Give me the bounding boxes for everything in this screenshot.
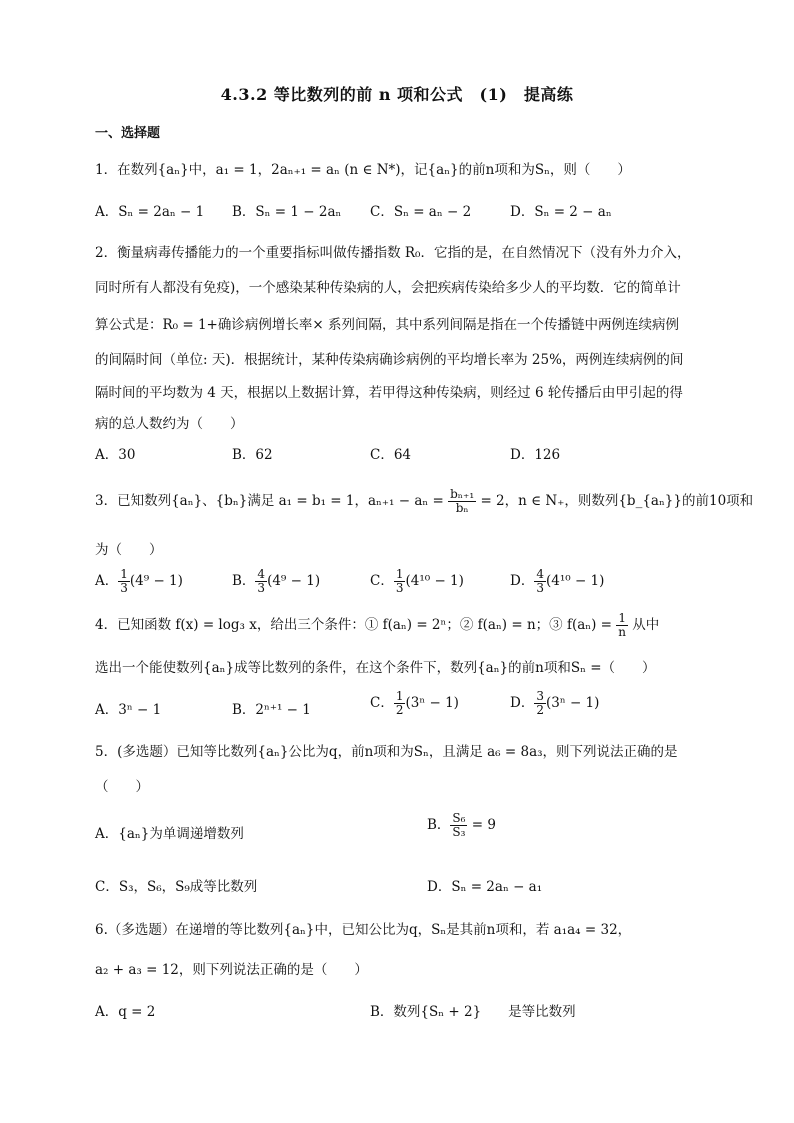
question-3-option-c — [370, 568, 464, 595]
question-5-stem-line-2: （ ） — [95, 779, 149, 795]
option-expression: (4⁹ − 1) — [129, 573, 183, 589]
question-2-line: 算公式是：R₀ = 1+确诊病例增长率× 系列间隔，其中系列间隔是指在一个传播链中两例连续病例 — [95, 317, 679, 333]
option-expression: (4¹⁰ − 1) — [405, 573, 464, 589]
question-5-option-d: D．Sₙ = 2aₙ − a₁ — [427, 879, 543, 895]
question-3-option-b — [232, 568, 320, 595]
option-expression: (3ⁿ − 1) — [545, 695, 600, 711]
fraction-numerator: bₙ₊₁ — [450, 487, 475, 501]
question-4-stem-end: 从中 — [632, 617, 660, 633]
fraction-numerator: 3 — [536, 689, 544, 703]
option-label: B． — [232, 702, 256, 718]
question-2-line: 2．衡量病毒传播能力的一个重要指标叫做传播指数 R₀．它指的是，在自然情况下（没有外力介入， — [95, 245, 691, 261]
question-3-stem-start: 3．已知数列{aₙ}、{bₙ}满足 a₁ = b₁ = 1，aₙ₊₁ − aₙ = — [95, 493, 444, 509]
fraction-numerator: 1 — [395, 689, 404, 703]
section-heading: 一、选择题 — [95, 126, 161, 141]
fraction-denominator: S₃ — [452, 825, 466, 839]
question-2-line: 隔时间的平均数为 4 天，根据以上数据计算，若甲得这种传染病，则经过 6 轮传播后由甲引起的得 — [95, 385, 683, 401]
question-6-stem-line-2: a₂ + a₃ = 12，则下列说法正确的是（ ） — [95, 962, 368, 978]
fraction-numerator: 1 — [120, 567, 128, 581]
question-2-line: 同时所有人都没有免疫)，一个感染某种传染病的人，会把疾病传染给多少人的平均数．它的简单计 — [95, 280, 681, 296]
fraction-numerator: 4 — [257, 567, 266, 581]
option-expression: (3ⁿ − 1) — [405, 695, 459, 711]
question-4-option-c — [370, 690, 459, 717]
option-label: A． — [95, 573, 119, 589]
option-label: B． — [232, 573, 256, 589]
page-title: 4.3.2 等比数列的前 n 项和公式 (1) 提高练 — [220, 85, 574, 104]
question-3-option-d — [510, 568, 604, 595]
fraction-denominator: 3 — [120, 581, 128, 595]
option-fraction — [394, 568, 406, 595]
question-4-option-a — [95, 698, 161, 718]
option-expression: 2ⁿ⁺¹ − 1 — [255, 702, 311, 718]
option-expression: (4⁹ − 1) — [267, 573, 321, 589]
question-3-stem — [95, 488, 753, 515]
fraction-denominator: 3 — [395, 581, 404, 595]
option-label: C． — [370, 695, 394, 711]
fraction-denominator: 2 — [536, 703, 544, 717]
question-2-option-d: D．126 — [510, 447, 561, 463]
question-3-stem-end: = 2，n ∈ N₊，则数列{b_{aₙ}}的前10项和 — [480, 493, 754, 509]
question-1-stem: 1．在数列{aₙ}中，a₁ = 1，2aₙ₊₁ = aₙ (n ∈ N*)，记{aₙ}的前n项和为Sₙ，则（ ） — [95, 162, 631, 178]
question-1-option-b: B．Sₙ = 1 − 2aₙ — [232, 204, 342, 220]
fraction-numerator: S₆ — [452, 811, 466, 825]
fraction-numerator: 4 — [536, 567, 544, 581]
option-fraction — [394, 690, 406, 717]
question-2-option-c: C．64 — [370, 447, 412, 463]
question-4-fraction — [616, 612, 628, 639]
fraction-denominator: n — [618, 625, 626, 639]
question-1-option-c: C．Sₙ = aₙ − 2 — [370, 204, 472, 220]
fraction-denominator: bₙ — [455, 501, 469, 515]
question-2-line: 的间隔时间（单位: 天)．根据统计，某种传染病确诊病例的平均增长率为 25%，两例连续病例的间 — [95, 352, 684, 368]
option-fraction — [255, 568, 267, 595]
option-label: D． — [510, 573, 535, 589]
question-1-option-a: A．Sₙ = 2aₙ − 1 — [95, 204, 205, 220]
question-5-option-b — [427, 812, 496, 839]
option-fraction — [450, 812, 467, 839]
question-1-option-d: D．Sₙ = 2 − aₙ — [510, 204, 612, 220]
question-6-option-a: A．q = 2 — [95, 1004, 156, 1020]
question-4-stem-line-2: 选出一个能使数列{aₙ}成等比数列的条件，在这个条件下，数列{aₙ}的前n项和Sₙ =（ ） — [95, 660, 656, 676]
question-3-option-a — [95, 568, 183, 595]
question-4-option-b — [232, 698, 311, 718]
question-3-fraction — [448, 488, 476, 515]
fraction-denominator: 2 — [395, 703, 404, 717]
question-3-stem-line-2: 为（ ） — [95, 542, 163, 558]
question-2-line: 病的总人数约为（ ） — [95, 416, 244, 432]
question-5-option-c: C．S₃，S₆，S₉成等比数列 — [95, 879, 258, 895]
option-label: A． — [95, 702, 119, 718]
question-4-option-d — [510, 690, 599, 717]
question-4-stem — [95, 612, 659, 639]
option-fraction — [534, 568, 546, 595]
option-label: C． — [370, 573, 394, 589]
fraction-denominator: 3 — [536, 581, 544, 595]
option-fraction — [534, 690, 546, 717]
question-6-stem: 6.（多选题）在递增的等比数列{aₙ}中，已知公比为q，Sₙ是其前n项和，若 a₁a₄ = 32， — [95, 922, 632, 938]
option-label: B． — [427, 817, 451, 833]
question-2-option-a: A．30 — [95, 447, 136, 463]
question-2-option-b: B．62 — [232, 447, 273, 463]
question-5-stem: 5．(多选题）已知等比数列{aₙ}公比为q，前n项和为Sₙ，且满足 a₆ = 8a₃，则下列说法正确的是 — [95, 744, 678, 760]
question-5-option-a: A．{aₙ}为单调递增数列 — [95, 826, 244, 842]
option-expression: (4¹⁰ − 1) — [545, 573, 605, 589]
option-fraction — [118, 568, 130, 595]
fraction-numerator: 1 — [395, 567, 404, 581]
question-6-option-b: B．数列{Sₙ + 2} 是等比数列 — [370, 1004, 576, 1020]
option-label: D． — [510, 695, 535, 711]
option-expression: = 9 — [471, 817, 496, 833]
question-4-stem-start: 4．已知函数 f(x) = log₃ x，给出三个条件：① f(aₙ) = 2ⁿ；② f(aₙ) = n；③ f(aₙ) = — [95, 617, 612, 633]
fraction-denominator: 3 — [257, 581, 266, 595]
fraction-numerator: 1 — [616, 612, 628, 626]
option-expression: 3ⁿ − 1 — [118, 702, 162, 718]
